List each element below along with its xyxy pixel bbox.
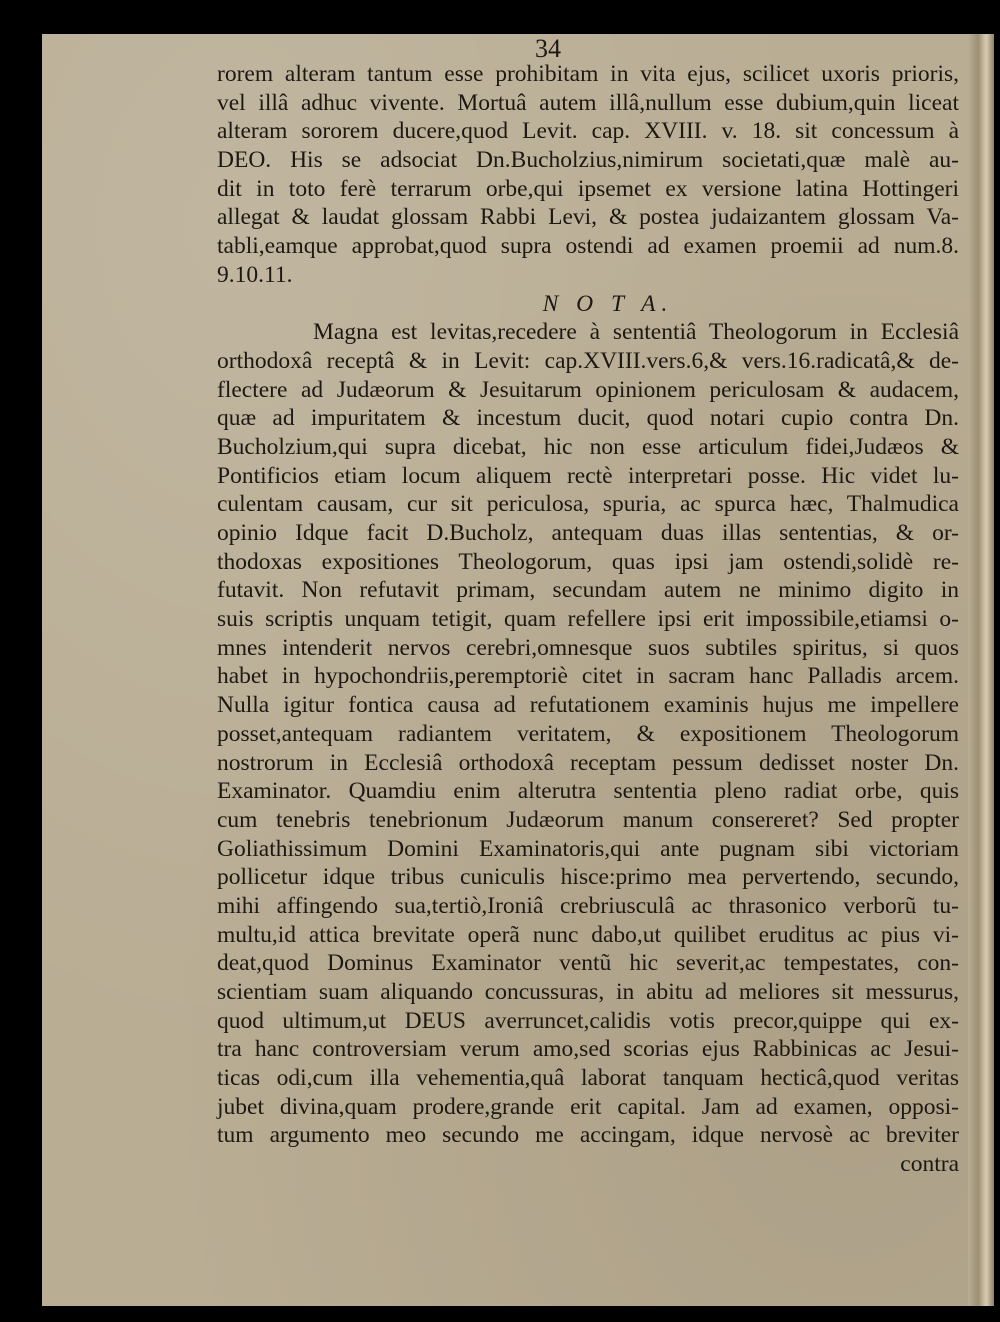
- catchword: contra: [900, 1151, 959, 1178]
- text-line: dit in toto ferè terrarum orbe,qui ipsemet ex versione latina Hottingeri: [217, 175, 959, 202]
- text-line: nostrorum in Ecclesiâ orthodoxâ receptam pessum dedisset noster Dn.: [217, 749, 959, 776]
- text-line: quod ultimum,ut DEUS averruncet,calidis votis precor,quippe qui ex-: [217, 1007, 959, 1034]
- text-line: cum tenebris tenebrionum Judæorum manum consereret? Sed propter: [217, 806, 959, 833]
- section-heading: N O T A.: [542, 290, 674, 317]
- text-line: thodoxas expositiones Theologorum, quas ipsi jam ostendi,solidè re-: [217, 548, 959, 575]
- text-line: Pontificios etiam locum aliquem rectè interpretari posse. Hic videt lu-: [217, 462, 959, 489]
- text-line: Examinator. Quamdiu enim alterutra sententia pleno radiat orbe, quis: [217, 778, 959, 805]
- text-line: alteram sororem ducere,quod Levit. cap. XVIII. v. 18. sit concessum à: [217, 118, 959, 145]
- page-edge: [968, 34, 994, 1306]
- text-line: mihi affingendo sua,tertiò,Ironiâ crebriusculâ ac thrasonico verborũ tu-: [217, 892, 959, 919]
- text-line: scientiam suam aliquando concussuras, in abitu ad meliores sit messurus,: [217, 979, 959, 1005]
- text-line: Magna est levitas,recedere à sententiâ Theologorum in Ecclesiâ: [313, 319, 959, 346]
- text-line: posset,antequam radiantem veritatem, & expositionem Theologorum: [217, 720, 959, 747]
- text-line: multu,id attica brevitate operã nunc dabo,ut quilibet eruditus ac pius vi-: [217, 921, 959, 948]
- text-line: 9.10.11.: [217, 261, 293, 288]
- text-line: DEO. His se adsociat Dn.Bucholzius,nimirum societati,quæ malè au-: [217, 147, 959, 174]
- text-line: tra hanc controversiam verum amo,sed scorias ejus Rabbinicas ac Jesui-: [217, 1036, 959, 1063]
- text-line: flectere ad Judæorum & Jesuitarum opinionem periculosam & audacem,: [217, 376, 959, 403]
- text-line: rorem alteram tantum esse prohibitam in vita ejus, scilicet uxoris prioris,: [217, 61, 959, 87]
- text-line: pollicetur idque tribus cuniculis hisce:primo mea pervertendo, secundo,: [217, 864, 959, 891]
- text-line: Bucholzium,qui supra dicebat, hic non esse articulum fidei,Judæos &: [217, 433, 959, 460]
- body-text: [217, 60, 959, 1179]
- text-line: vel illâ adhuc vivente. Mortuâ autem illâ,nullum esse dubium,quin liceat: [217, 89, 959, 116]
- text-line: tabli,eamque approbat,quod supra ostendi ad examen proemii ad num.8.: [217, 233, 959, 260]
- page-number: 34: [535, 34, 561, 63]
- text-line: allegat & laudat glossam Rabbi Levi, & postea judaizantem glossam Va-: [217, 204, 959, 231]
- text-line: Nulla igitur fontica causa ad refutationem examinis hujus me impellere: [217, 692, 959, 719]
- text-line: culentam causam, cur sit periculosa, spuria, ac spurca hæc, Thalmudica: [217, 491, 959, 518]
- text-line: tum argumento meo secundo me accingam, idque nervosè ac breviter: [217, 1122, 959, 1149]
- text-line: quæ ad impuritatem & incestum ducit, quod notari cupio contra Dn.: [217, 405, 959, 432]
- text-line: suis scriptis unquam tetigit, quam refellere ipsi erit impossibile,etiamsi o-: [217, 606, 959, 633]
- text-line: ticas odi,cum illa vehementia,quâ laborat tanquam hecticâ,quod veritas: [217, 1065, 959, 1092]
- text-line: deat,quod Dominus Examinator ventũ hic severit,ac tempestates, con-: [217, 950, 959, 977]
- text-line: Goliathissimum Domini Examinatoris,qui ante pugnam sibi victoriam: [217, 835, 959, 862]
- text-line: jubet divina,quam prodere,grande erit capital. Jam ad examen, opposi-: [217, 1093, 959, 1120]
- text-line: opinio Idque facit D.Bucholz, antequam duas illas sententias, & or-: [217, 520, 959, 546]
- text-line: orthodoxâ receptâ & in Levit: cap.XVIII.vers.6,& vers.16.radicatâ,& de-: [217, 347, 959, 374]
- text-line: mnes intenderit nervos cerebri,omnesque suos subtiles spiritus, si quos: [217, 634, 959, 661]
- text-line: futavit. Non refutavit primam, secundam autem ne minimo digito in: [217, 577, 959, 604]
- text-line: habet in hypochondriis,peremptoriè citet in sacram hanc Palladis arcem.: [217, 663, 959, 690]
